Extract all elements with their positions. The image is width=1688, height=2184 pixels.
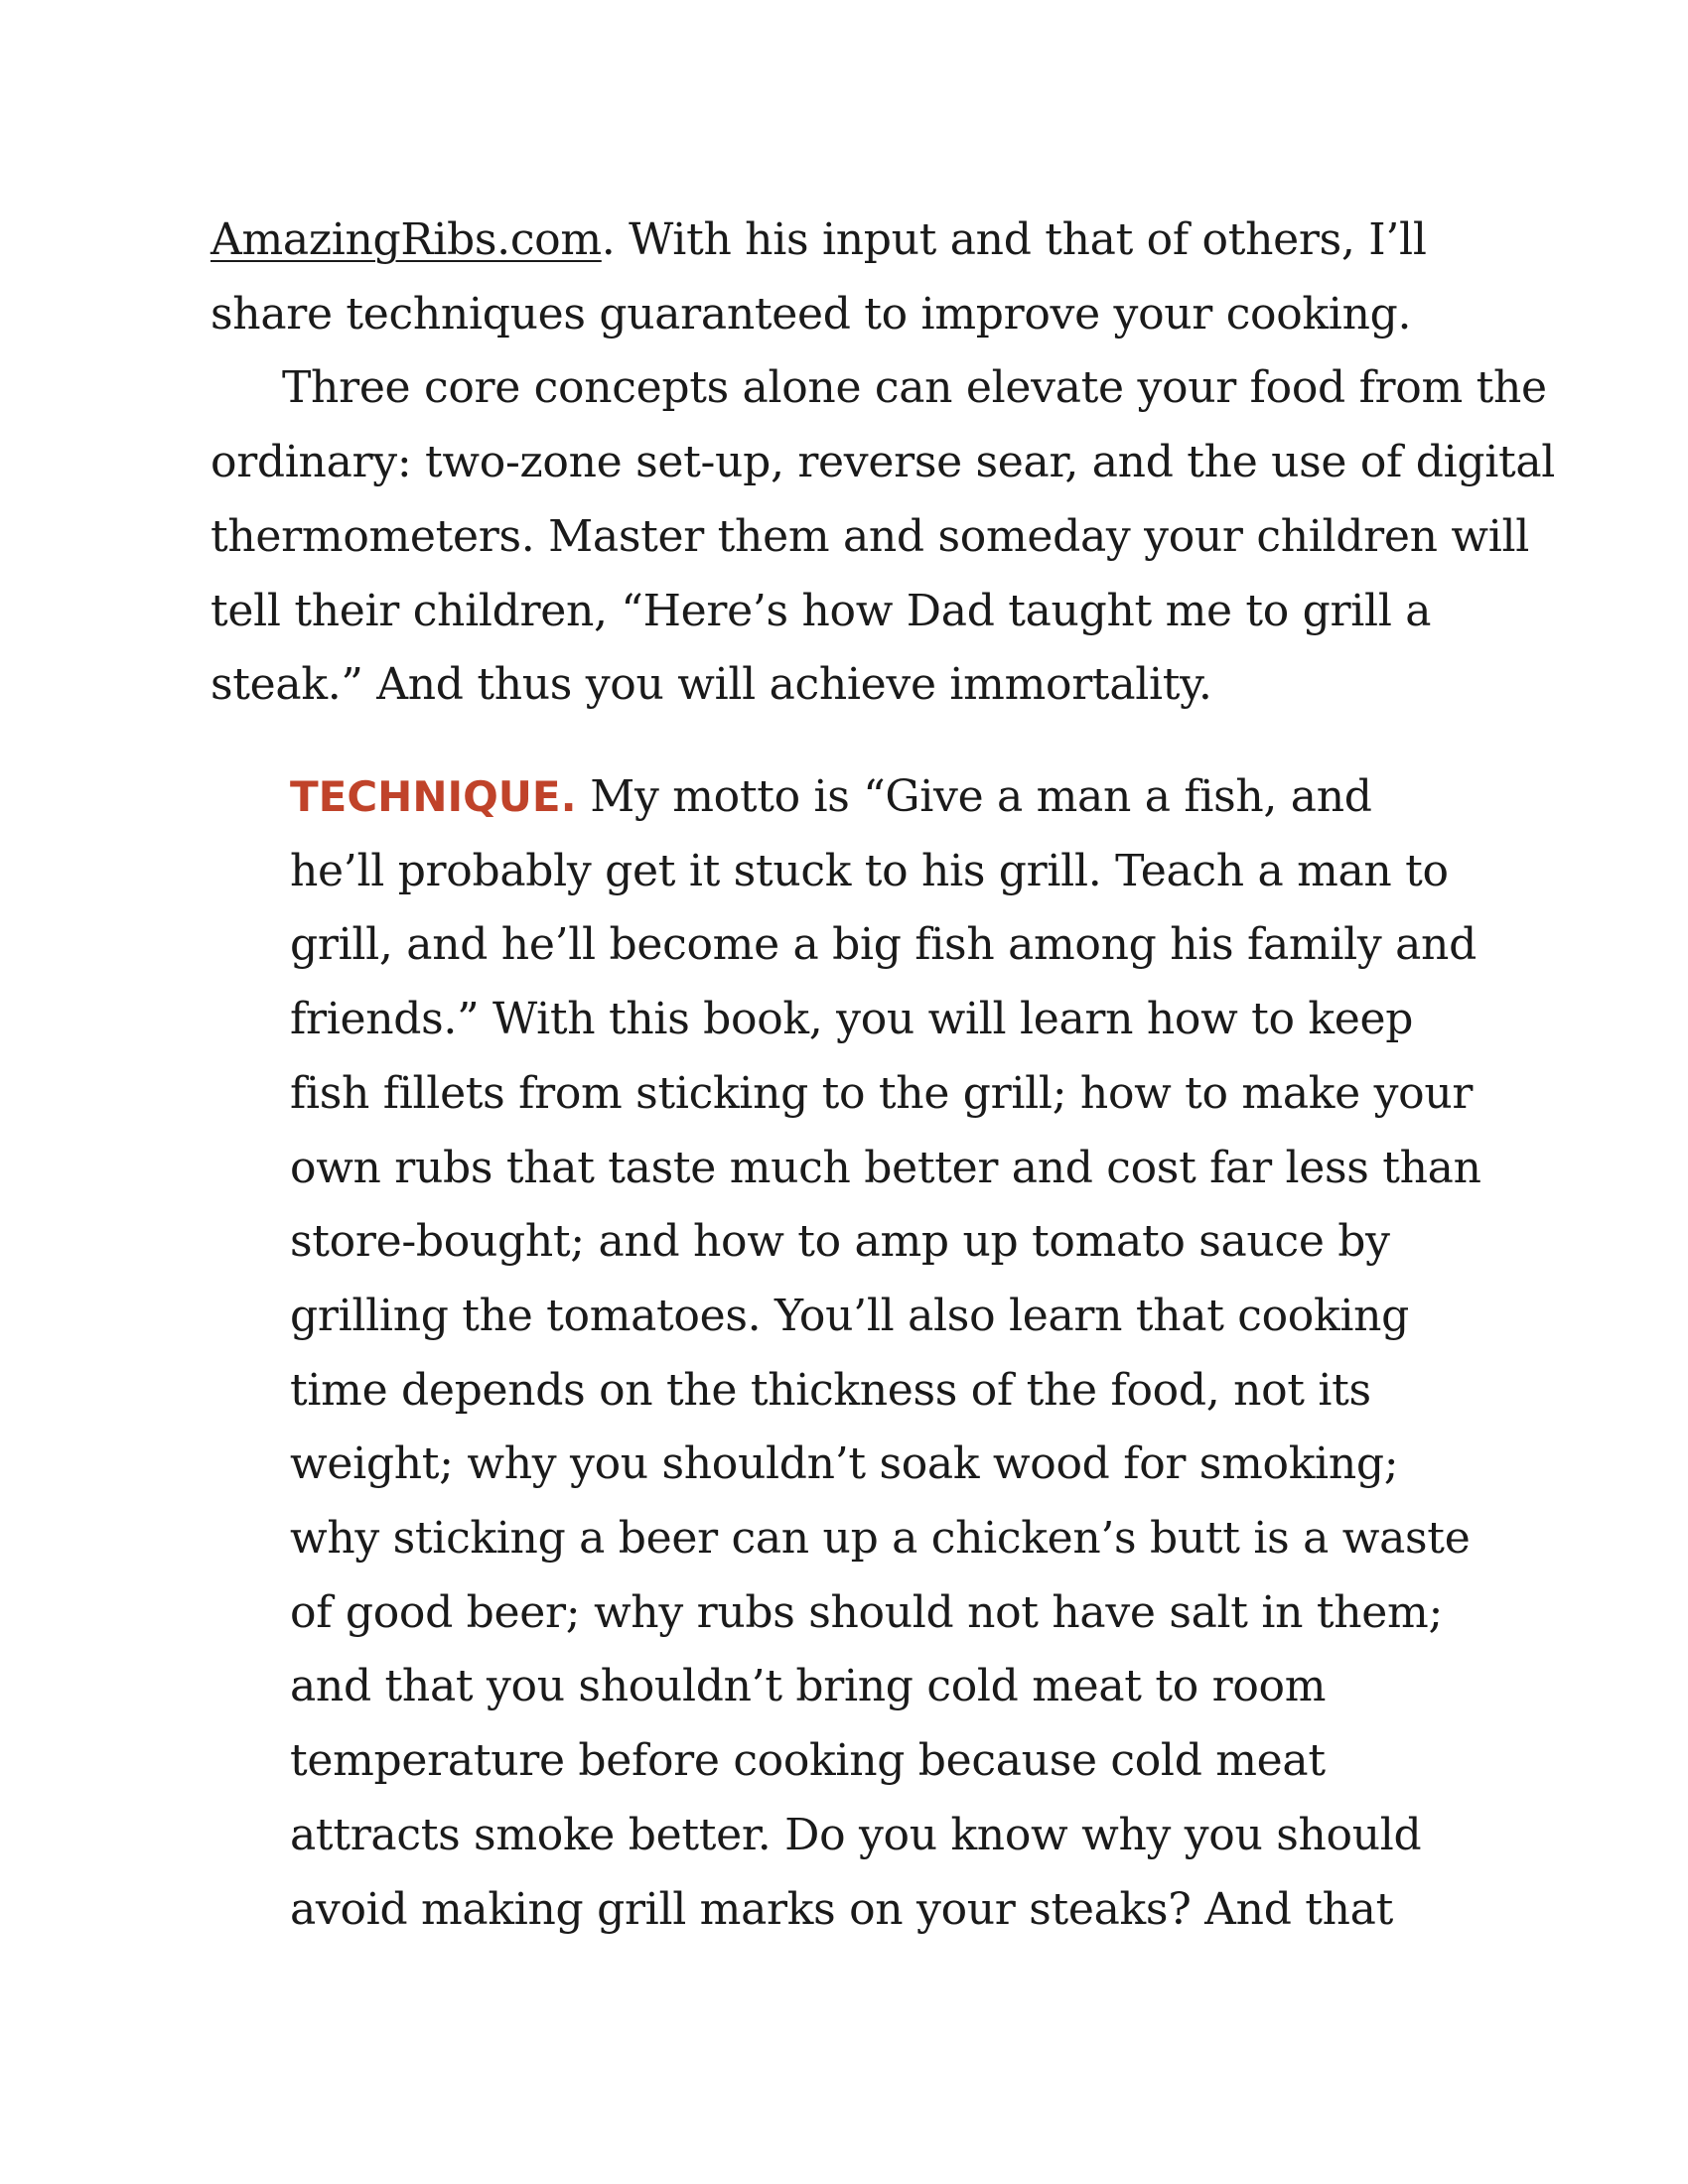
technique-line: friends.” With this book, you will learn how to keep <box>290 994 1414 1045</box>
main-text-block <box>211 204 1556 723</box>
technique-line: attracts smoke better. Do you know why you should <box>290 1809 1422 1860</box>
technique-line: temperature before cooking because cold meat <box>290 1735 1326 1787</box>
intro-line-1-rest: . With his input and that of others, I’ll <box>601 214 1427 265</box>
technique-line: time depends on the thickness of the food, not its <box>290 1364 1371 1416</box>
technique-label: TECHNIQUE. <box>290 772 577 821</box>
technique-line: grill, and he’ll become a big fish among his family and <box>290 919 1477 971</box>
paragraph2-line-3: thermometers. Master them and someday your children will <box>211 510 1530 562</box>
technique-line: avoid making grill marks on your steaks? And that <box>290 1883 1393 1935</box>
amazingribs-link[interactable]: AmazingRibs.com <box>211 214 602 265</box>
intro-line-1 <box>211 204 1501 278</box>
technique-line: weight; why you shouldn’t soak wood for smoking; <box>290 1438 1399 1490</box>
intro-line-2: share techniques guaranteed to improve your cooking. <box>211 288 1412 340</box>
paragraph2-line-1: Three core concepts alone can elevate your food from the <box>282 362 1547 414</box>
technique-line: store-bought; and how to amp up tomato sauce by <box>290 1216 1390 1268</box>
technique-line: grilling the tomatoes. You’ll also learn that cooking <box>290 1290 1410 1341</box>
technique-line: of good beer; why rubs should not have salt in them; <box>290 1586 1443 1638</box>
technique-line: he’ll probably get it stuck to his grill. Teach a man to <box>290 845 1449 896</box>
technique-line: why sticking a beer can up a chicken’s butt is a waste <box>290 1513 1471 1565</box>
technique-block <box>290 760 1531 1947</box>
paragraph2-line-5: steak.” And thus you will achieve immortality. <box>211 659 1212 711</box>
technique-line: fish fillets from sticking to the grill; how to make your <box>290 1067 1474 1119</box>
paragraph2-line-2: ordinary: two-zone set-up, reverse sear, and the use of digital <box>211 437 1556 488</box>
technique-line: own rubs that taste much better and cost far less than <box>290 1142 1481 1193</box>
paragraph2-line-4: tell their children, “Here’s how Dad taught me to grill a <box>211 585 1432 636</box>
technique-line: and that you shouldn’t bring cold meat to room <box>290 1661 1327 1712</box>
technique-line-1 <box>290 760 1531 835</box>
technique-line-1-rest: My motto is “Give a man a fish, and <box>576 771 1372 822</box>
